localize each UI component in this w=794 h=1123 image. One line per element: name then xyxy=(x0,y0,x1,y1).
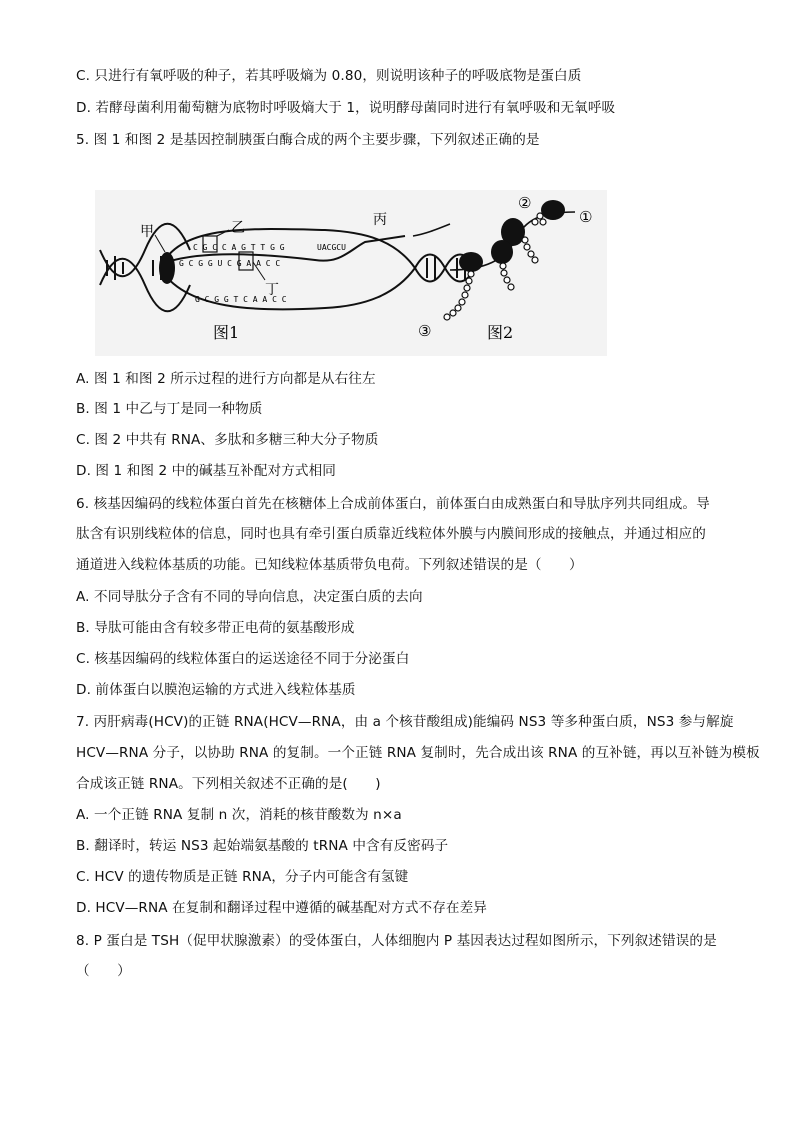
fig2-caption: 图2 xyxy=(487,323,514,342)
ribosome xyxy=(491,240,513,264)
label-jia: 甲 xyxy=(140,224,154,240)
q7-stem-line2: HCV—RNA 分子，以协助 RNA 的复制。一个正链 RNA 复制时，先合成出该 RNA 的互补链，再以互补链为模板 xyxy=(76,745,760,761)
q4-option-d: D. 若酵母菌利用葡萄糖为底物时呼吸熵大于 1，说明酵母菌同时进行有氧呼吸和无氧呼吸 xyxy=(76,100,616,116)
q7-option-b: B. 翻译时，转运 NS3 起始端氨基酸的 tRNA 中含有反密码子 xyxy=(76,838,449,854)
mid-seq: G C G G U C G A A C C xyxy=(179,259,281,268)
label-1: ① xyxy=(579,208,593,226)
rna-polymerase-jia xyxy=(159,252,175,284)
label-3: ③ xyxy=(418,322,432,340)
ribosome xyxy=(541,200,565,220)
q5-stem: 5. 图 1 和图 2 是基因控制胰蛋白酶合成的两个主要步骤，下列叙述正确的是 xyxy=(76,132,540,148)
q7-option-d: D. HCV—RNA 在复制和翻译过程中遵循的碱基配对方式不存在差异 xyxy=(76,900,488,916)
bottom-strand-seq: G C G G T C A A C C xyxy=(195,295,287,304)
label-bing: 丙 xyxy=(373,212,387,228)
ribosome xyxy=(459,252,483,272)
q6-option-b: B. 导肽可能由含有较多带正电荷的氨基酸形成 xyxy=(76,620,355,636)
q8-stem-line2: （ ） xyxy=(76,963,131,979)
q7-stem-line3: 合成该正链 RNA。下列相关叙述不正确的是( ) xyxy=(76,776,381,792)
label-ding: 丁 xyxy=(265,282,279,298)
q7-option-c: C. HCV 的遗传物质是正链 RNA，分子内可能含有氢键 xyxy=(76,869,409,885)
rna-tail-seq: UACGCU xyxy=(317,243,346,252)
q6-stem-line3: 通道进入线粒体基质的功能。已知线粒体基质带负电荷。下列叙述错误的是（ ） xyxy=(76,557,583,573)
q6-option-a: A. 不同导肽分子含有不同的导向信息，决定蛋白质的去向 xyxy=(76,589,423,605)
q5-option-b: B. 图 1 中乙与丁是同一种物质 xyxy=(76,401,263,417)
q5-option-a: A. 图 1 和图 2 所示过程的进行方向都是从右往左 xyxy=(76,371,376,387)
q5-figure xyxy=(95,190,607,356)
q6-option-c: C. 核基因编码的线粒体蛋白的运送途径不同于分泌蛋白 xyxy=(76,651,410,667)
label-yi: 乙 xyxy=(231,220,245,236)
q7-option-a: A. 一个正链 RNA 复制 n 次，消耗的核苷酸数为 n×a xyxy=(76,807,402,823)
q8-stem-line1: 8. P 蛋白是 TSH（促甲状腺激素）的受体蛋白，人体细胞内 P 基因表达过程如图所示，下列叙述错误的是 xyxy=(76,933,717,949)
q6-option-d: D. 前体蛋白以膜泡运输的方式进入线粒体基质 xyxy=(76,682,356,698)
q6-stem-line1: 6. 核基因编码的线粒体蛋白首先在核糖体上合成前体蛋白，前体蛋白由成熟蛋白和导肽序列共同组成。导 xyxy=(76,496,710,512)
label-2: ② xyxy=(518,194,532,212)
q7-stem-line1: 7. 丙肝病毒(HCV)的正链 RNA(HCV—RNA，由 a 个核苷酸组成)能编码 NS3 等多种蛋白质，NS3 参与解旋 xyxy=(76,714,734,730)
q4-option-c: C. 只进行有氧呼吸的种子，若其呼吸熵为 0.80，则说明该种子的呼吸底物是蛋白质 xyxy=(76,68,582,84)
q5-option-c: C. 图 2 中共有 RNA、多肽和多糖三种大分子物质 xyxy=(76,432,379,448)
fig1-caption: 图1 xyxy=(213,323,240,342)
top-strand-seq: C G C C A G T T G G xyxy=(193,243,285,252)
q5-option-d: D. 图 1 和图 2 中的碱基互补配对方式相同 xyxy=(76,463,336,479)
q6-stem-line2: 肽含有识别线粒体的信息，同时也具有牵引蛋白质靠近线粒体外膜与内膜间形成的接触点，并通过相应的 xyxy=(76,526,706,542)
